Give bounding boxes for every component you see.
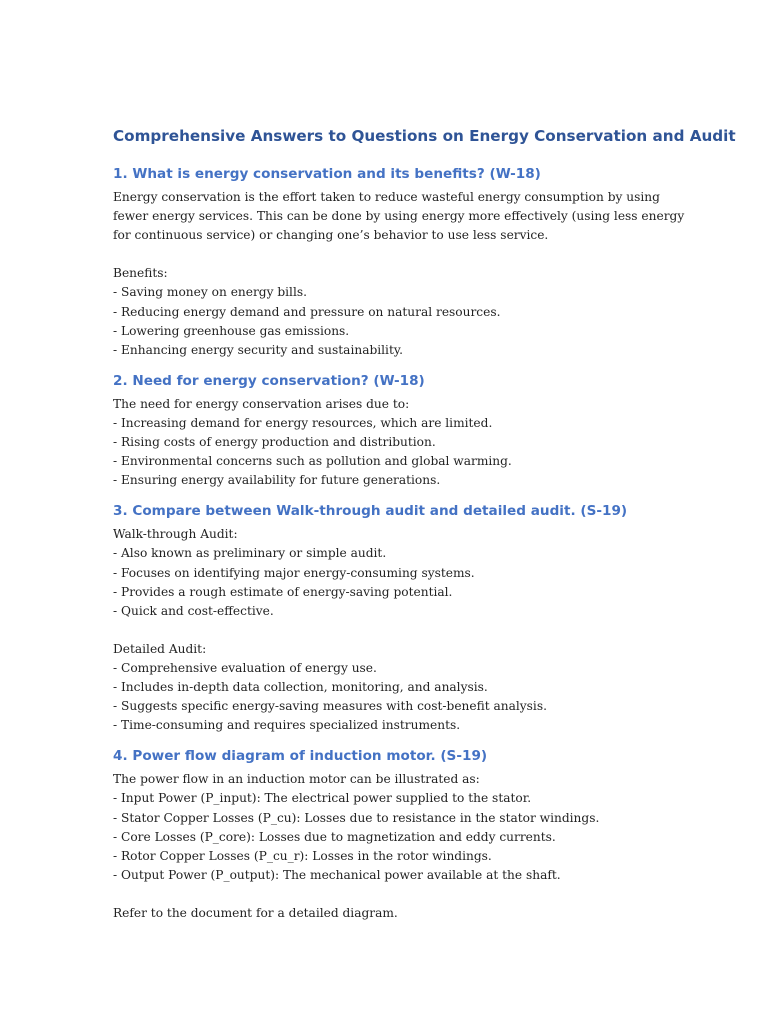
document-title: Comprehensive Answers to Questions on Energy Conservation and Audit [113,127,736,145]
paragraph-line: for continuous service) or changing one’s behavior to use less service. [113,228,549,243]
section-heading: 4. Power flow diagram of induction motor. (S-19) [113,748,488,765]
list-item: - Stator Copper Losses (P_cu): Losses due to resistance in the stator windings. [113,810,600,825]
list-item: - Rotor Copper Losses (P_cu_r): Losses in the rotor windings. [113,848,492,863]
paragraph-line: fewer energy services. This can be done by using energy more effectively (using less energy [113,209,685,224]
list-label: Detailed Audit: [113,641,207,656]
list-item: - Increasing demand for energy resources, which are limited. [113,415,493,430]
intro-line: The power flow in an induction motor can be illustrated as: [113,772,480,787]
section-heading: 1. What is energy conservation and its benefits? (W-18) [113,166,541,182]
section-heading: 2. Need for energy conservation? (W-18) [113,372,425,389]
list-item: - Suggests specific energy-saving measures with cost-benefit analysis. [113,699,547,714]
section-heading: 3. Compare between Walk-through audit and detailed audit. (S-19) [113,503,628,520]
section-audit-comparison [113,500,713,735]
paragraph-line: Energy conservation is the effort taken to reduce wasteful energy consumption by using [113,190,660,204]
list-item: - Ensuring energy availability for future generations. [113,473,441,488]
section-power-flow [113,745,713,923]
list-item: - Input Power (P_input): The electrical power supplied to the stator. [113,791,532,806]
list-label: Benefits: [113,266,168,281]
section-need-for-conservation [113,370,713,490]
list-item: - Provides a rough estimate of energy-saving potential. [113,584,453,599]
list-item: - Focuses on identifying major energy-consuming systems. [113,565,475,580]
list-item: - Quick and cost-effective. [113,603,274,618]
list-item: - Rising costs of energy production and distribution. [113,435,436,450]
list-item: - Enhancing energy security and sustainability. [113,342,403,357]
list-item: - Includes in-depth data collection, monitoring, and analysis. [113,680,488,695]
list-item: - Core Losses (P_core): Losses due to magnetization and eddy currents. [113,829,556,844]
list-item: - Output Power (P_output): The mechanical power available at the shaft. [113,867,561,882]
list-item: - Time-consuming and requires specialized instruments. [113,718,461,733]
list-item: - Saving money on energy bills. [113,285,307,300]
list-item: - Also known as preliminary or simple audit. [113,546,387,561]
document-page [113,124,736,923]
list-item: - Reducing energy demand and pressure on natural resources. [113,304,501,319]
section-energy-conservation [113,163,713,360]
list-label: Walk-through Audit: [113,527,238,542]
note-line: Refer to the document for a detailed diagram. [113,906,398,920]
list-item: - Comprehensive evaluation of energy use. [113,660,377,675]
list-item: - Environmental concerns such as pollution and global warming. [113,454,512,469]
intro-line: The need for energy conservation arises due to: [113,396,410,411]
list-item: - Lowering greenhouse gas emissions. [113,323,350,338]
